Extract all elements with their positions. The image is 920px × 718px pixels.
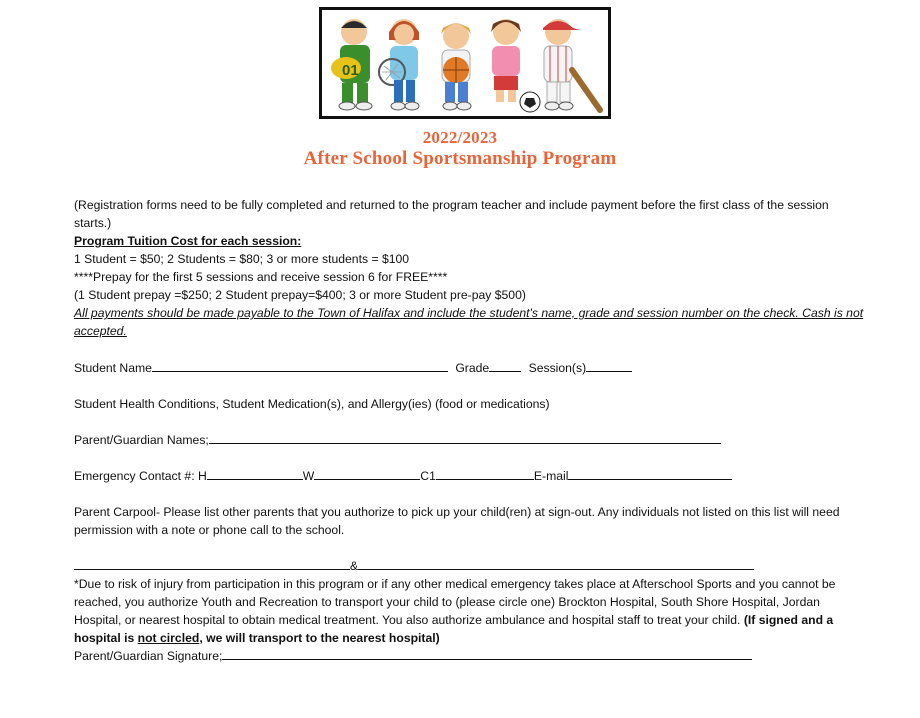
grade-label: Grade bbox=[455, 361, 490, 375]
prepay-prices: (1 Student prepay =$250; 2 Student prepay=$400; 3 or more Student pre-pay $500) bbox=[74, 288, 526, 302]
medical-line-1: *Due to risk of injury from participation in this program or if any other medical emergency takes place at Afterschool Sports and you cannot be bbox=[74, 577, 836, 591]
kid-green bbox=[331, 19, 372, 110]
kid-baseball bbox=[543, 19, 600, 110]
emergency-work-field[interactable] bbox=[314, 467, 420, 480]
signature-label: Parent/Guardian Signature; bbox=[74, 649, 223, 663]
student-name-field[interactable] bbox=[152, 359, 448, 372]
kids-sports-image bbox=[322, 10, 608, 116]
emergency-cell-label: C1 bbox=[420, 469, 436, 483]
kid-basketball bbox=[441, 23, 471, 110]
medical-line-3-bold: (If signed and a bbox=[743, 613, 834, 627]
student-row bbox=[74, 359, 864, 377]
signature-field[interactable] bbox=[222, 647, 752, 660]
shirt-number: 01 bbox=[342, 62, 359, 79]
medical-line-4-b: , we will transport to the nearest hospital) bbox=[199, 631, 440, 645]
emergency-contact-row bbox=[74, 467, 864, 485]
tuition-prices: 1 Student = $50; 2 Students = $80; 3 or more students = $100 bbox=[74, 252, 410, 266]
medical-line-2: reached, you authorize Youth and Recreation to transport your child to (please circle one) Brockton Hospital, South Shore Hospital, Jordan bbox=[74, 595, 820, 609]
kid-soccer bbox=[491, 19, 540, 112]
medical-line-4-a: hospital is bbox=[74, 631, 138, 645]
kids-sports-illustration bbox=[319, 7, 611, 119]
student-name-label: Student Name bbox=[74, 361, 152, 375]
carpool-names-row bbox=[74, 557, 864, 575]
carpool-ampersand: & bbox=[350, 559, 359, 573]
prepay-offer: ****Prepay for the first 5 sessions and receive session 6 for FREE**** bbox=[74, 270, 448, 284]
carpool-name-field-2[interactable] bbox=[358, 557, 754, 570]
program-year: 2022/2023 bbox=[422, 128, 498, 147]
medical-line-4 bbox=[74, 629, 864, 647]
parent-names-label: Parent/Guardian Names; bbox=[74, 433, 209, 447]
not-circled-text: not circled bbox=[137, 631, 200, 645]
sessions-field[interactable] bbox=[586, 359, 632, 372]
carpool-name-field-1[interactable] bbox=[74, 557, 350, 570]
medical-line-3-text: Hospital, or nearest hospital to obtain medical treatment. You also authorize ambulance and hospital staff to treat your child. bbox=[74, 613, 744, 627]
email-label: E-mail bbox=[533, 469, 569, 483]
emergency-work-label: W bbox=[302, 469, 315, 483]
medical-line-3 bbox=[74, 611, 864, 629]
carpool-line-1: Parent Carpool- Please list other parents that you authorize to pick up your child(ren) at sign-out. Any individuals not listed on this list will need bbox=[74, 505, 840, 519]
payment-note-line-2: accepted. bbox=[74, 324, 127, 338]
emergency-home-field[interactable] bbox=[207, 467, 303, 480]
emergency-cell-field[interactable] bbox=[436, 467, 534, 480]
email-field[interactable] bbox=[568, 467, 732, 480]
parent-names-field[interactable] bbox=[209, 431, 721, 444]
emergency-home-label: Emergency Contact #: H bbox=[74, 469, 207, 483]
program-title: After School Sportsmanship Program bbox=[303, 148, 617, 169]
health-conditions-label: Student Health Conditions, Student Medication(s), and Allergy(ies) (food or medications) bbox=[74, 397, 550, 411]
payment-note-line-1: All payments should be made payable to the Town of Halifax and include the student's name, grade and session number on the check. Cash is not bbox=[74, 306, 864, 320]
signature-row bbox=[74, 647, 864, 665]
kid-racket bbox=[379, 19, 419, 110]
grade-field[interactable] bbox=[489, 359, 521, 372]
intro-line-1: (Registration forms need to be fully completed and returned to the program teacher and include payment before the first class of the session bbox=[74, 198, 829, 212]
parent-names-row bbox=[74, 431, 864, 449]
tuition-heading: Program Tuition Cost for each session: bbox=[74, 234, 302, 248]
sessions-label: Session(s) bbox=[528, 361, 587, 375]
intro-line-2: starts.) bbox=[74, 216, 112, 230]
carpool-line-2: permission with a note or phone call to the school. bbox=[74, 523, 345, 537]
